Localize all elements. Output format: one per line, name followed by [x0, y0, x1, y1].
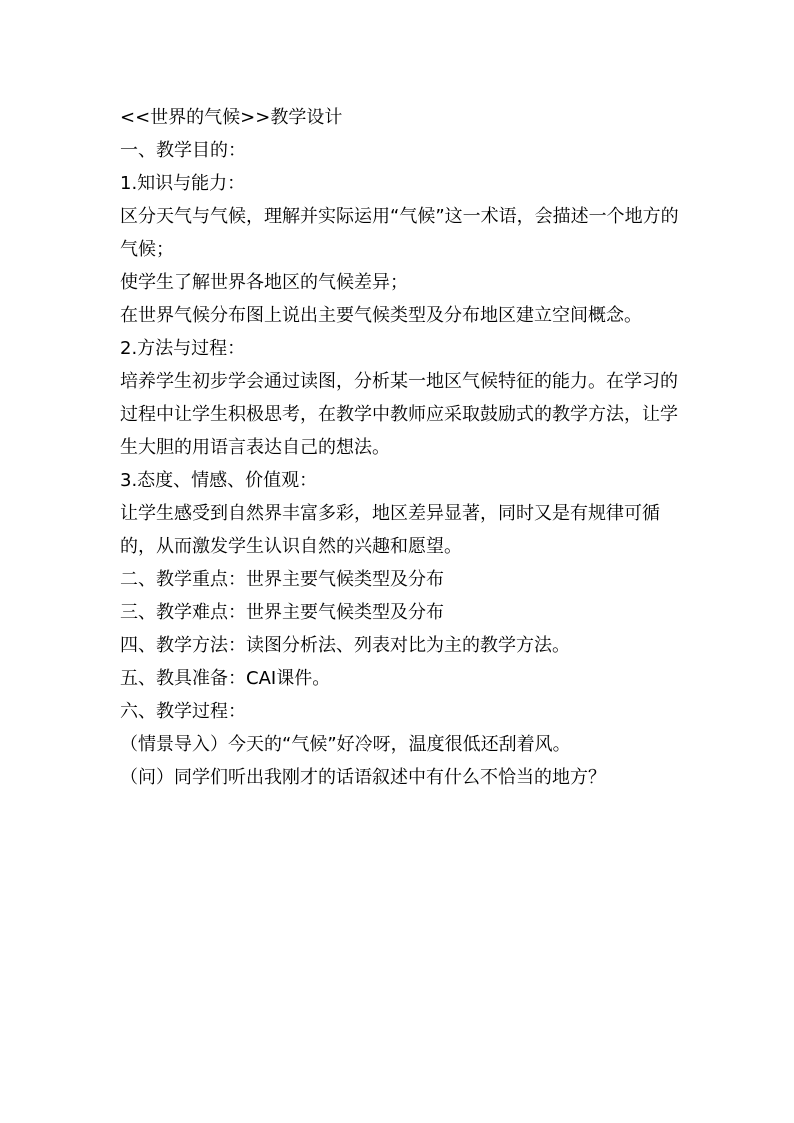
section-heading-key-points: 二、教学重点：世界主要气候类型及分布	[120, 569, 444, 590]
document-body	[120, 101, 680, 794]
paragraph: （情景导入）今天的“气候”好冷呀，温度很低还刮着风。	[120, 734, 571, 755]
section-heading-objectives: 一、教学目的：	[120, 140, 246, 161]
document-title: <<世界的气候>>教学设计	[120, 107, 343, 128]
subheading-attitude: 3.态度、情感、价值观：	[120, 470, 318, 491]
section-heading-difficulties: 三、教学难点：世界主要气候类型及分布	[120, 602, 444, 623]
paragraph: （问）同学们听出我刚才的话语叙述中有什么不恰当的地方？	[120, 767, 606, 788]
section-heading-methods: 四、教学方法：读图分析法、列表对比为主的教学方法。	[120, 635, 570, 656]
paragraph: 在世界气候分布图上说出主要气候类型及分布地区建立空间概念。	[120, 305, 642, 326]
section-heading-process: 六、教学过程：	[120, 701, 246, 722]
paragraph: 区分天气与气候，理解并实际运用“气候”这一术语，会描述一个地方的气候；	[120, 206, 679, 260]
paragraph: 使学生了解世界各地区的气候差异；	[120, 272, 408, 293]
subheading-method: 2.方法与过程：	[120, 338, 246, 359]
paragraph: 培养学生初步学会通过读图，分析某一地区气候特征的能力。在学习的过程中让学生积极思考，在教学中教师应采取鼓励式的教学方法，让学生大胆的用语言表达自己的想法。	[120, 371, 678, 458]
paragraph: 让学生感受到自然界丰富多彩，地区差异显著，同时又是有规律可循的，从而激发学生认识自然的兴趣和愿望。	[120, 503, 660, 557]
subheading-knowledge: 1.知识与能力：	[120, 173, 246, 194]
section-heading-materials: 五、教具准备：CAI课件。	[120, 668, 331, 689]
